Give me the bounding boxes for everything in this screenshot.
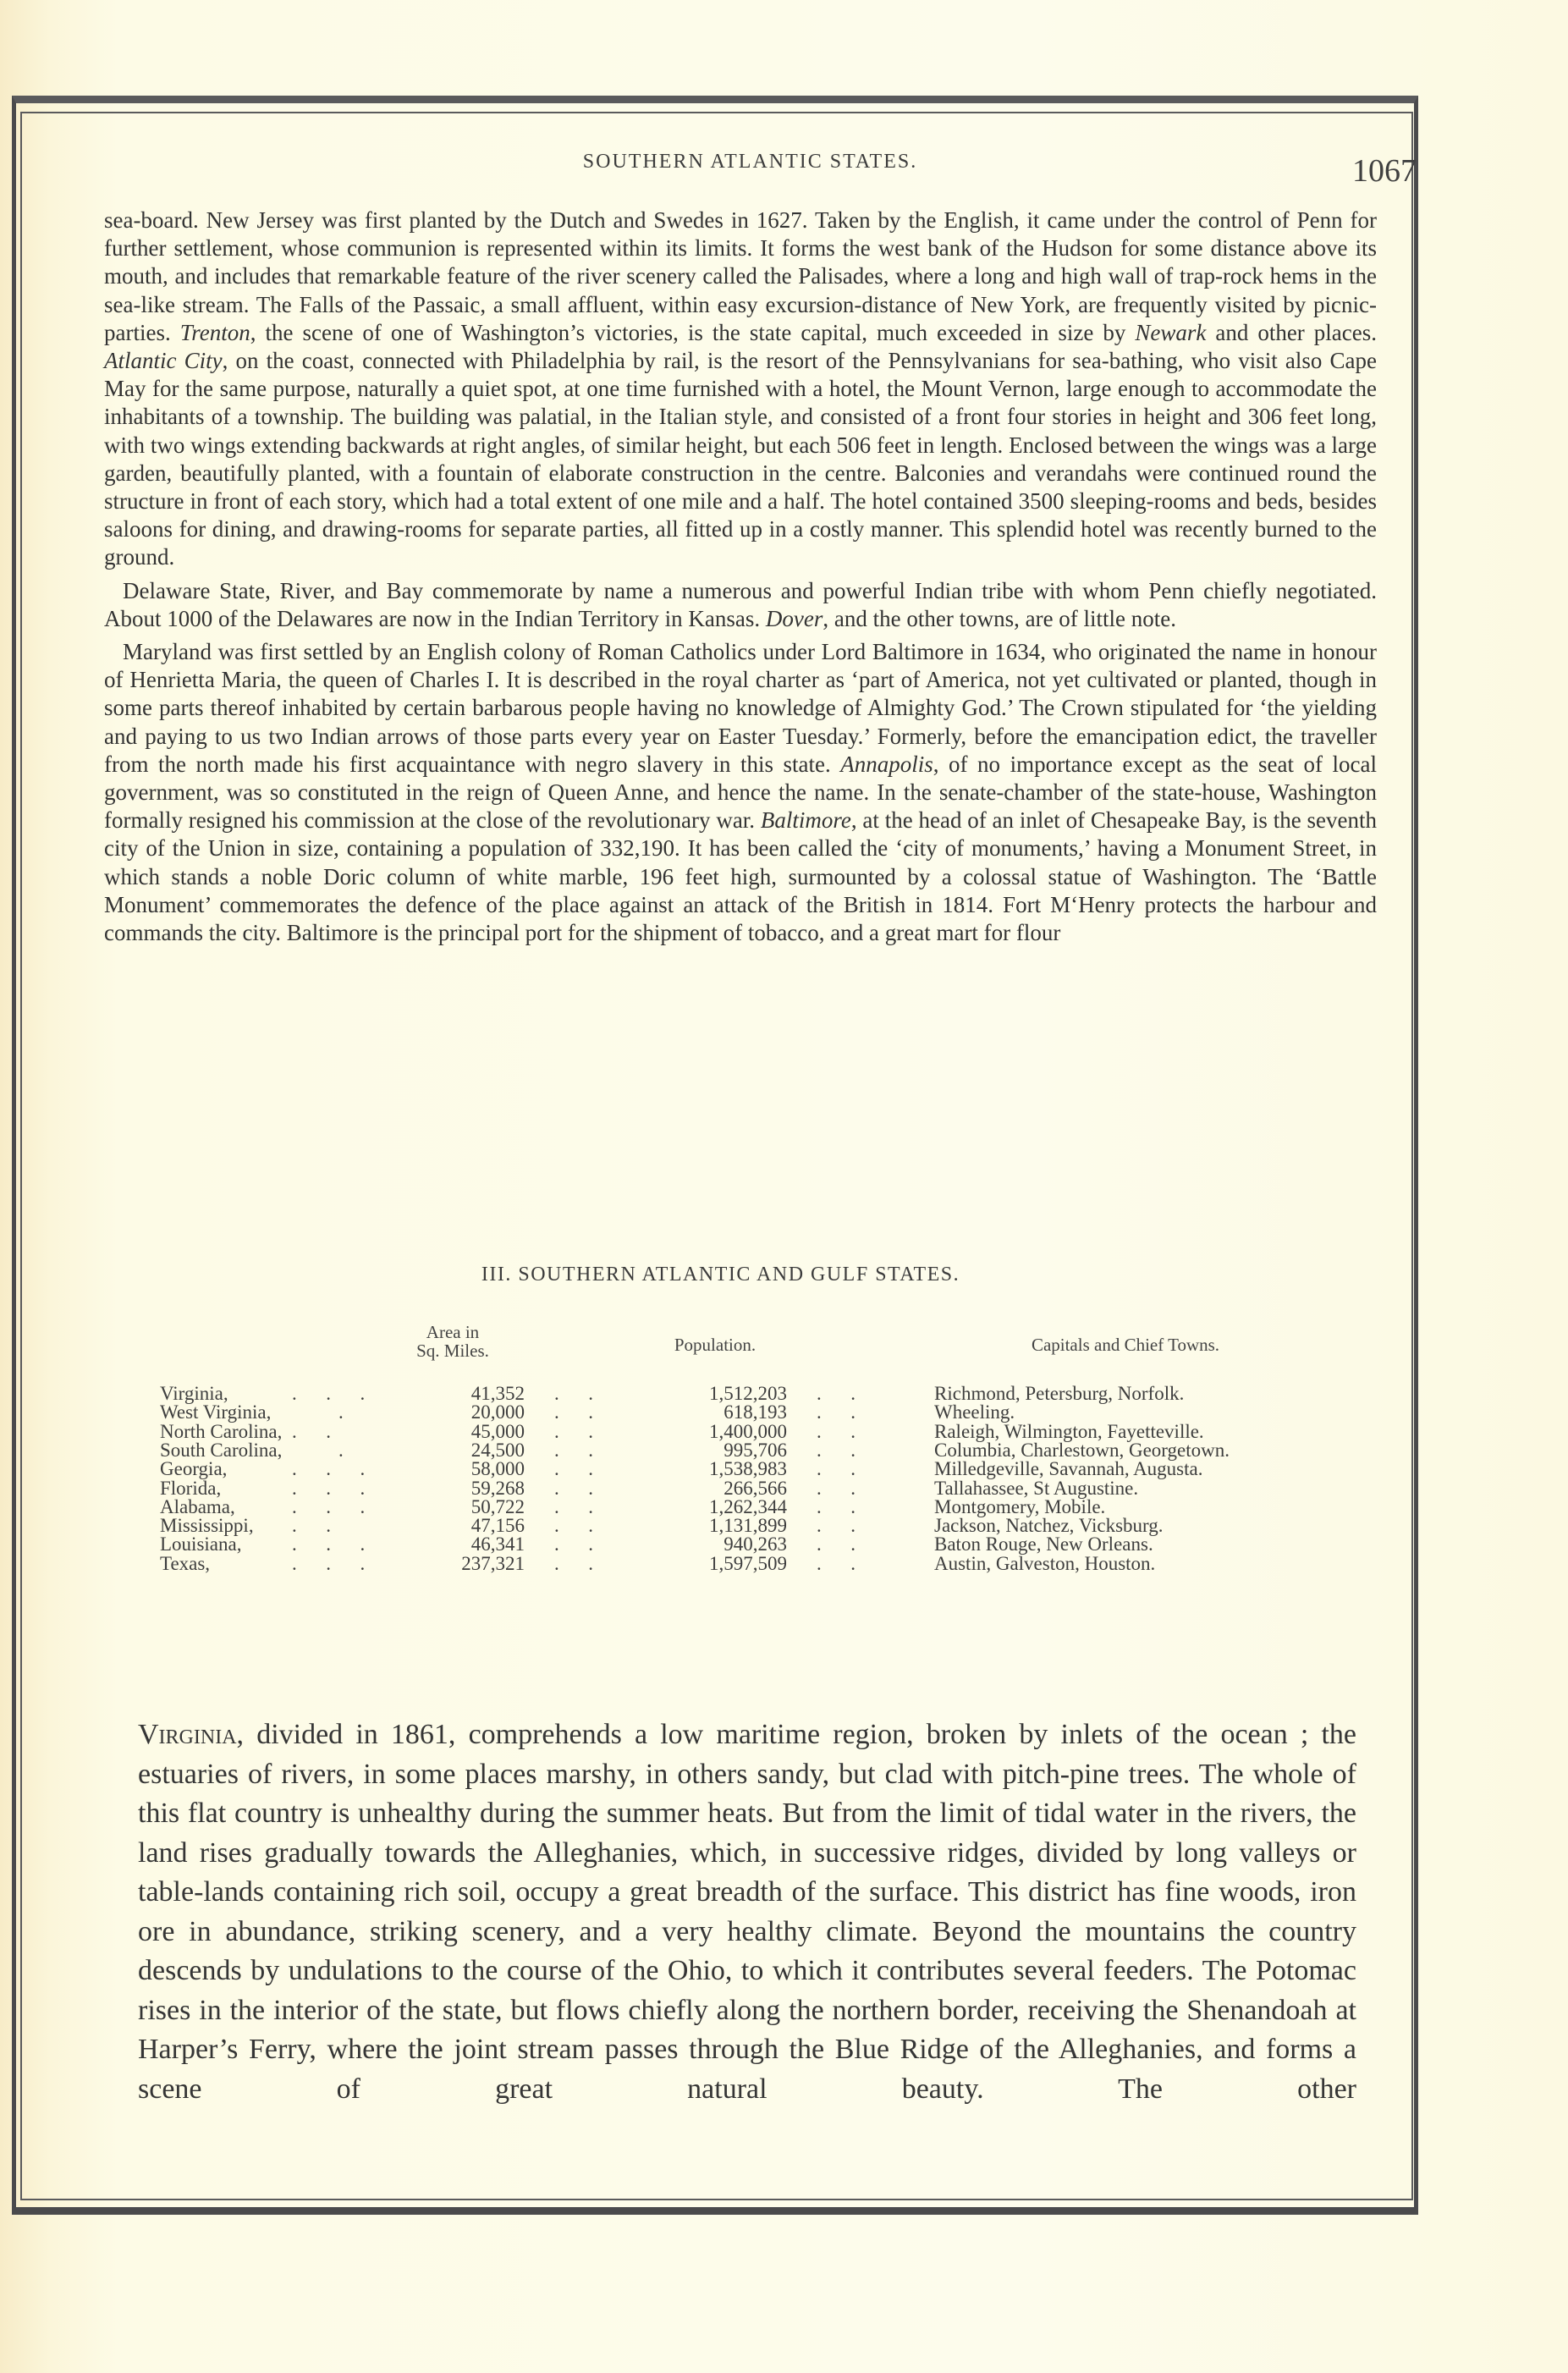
place-name: Dover <box>765 605 823 631</box>
place-name: Baltimore <box>760 807 851 834</box>
text-run: , of no importance except as the seat of local government, was so constituted in the reign of Queen Anne, and hence the name. In the senate-chamber of the state-house, Washington formally resigned his commission at the close of the revolutionary war. <box>104 751 1377 834</box>
area-cell: 24,500 <box>470 1439 525 1461</box>
leader-dots: . . <box>817 1477 856 1499</box>
leader-dots: . <box>338 1439 344 1461</box>
paragraph-delaware <box>104 577 1377 633</box>
place-name: Atlantic City <box>104 348 223 374</box>
leader-dots: . . <box>817 1533 856 1555</box>
column-header-capitals: Capitals and Chief Towns. <box>1031 1335 1220 1355</box>
leader-dots: . . <box>554 1420 593 1442</box>
leader-dots: . . <box>554 1383 593 1404</box>
population-cell: 1,400,000 <box>709 1420 787 1442</box>
leader-dots: . . <box>554 1439 593 1461</box>
capitals-cell: Montgomery, Mobile. <box>934 1495 1106 1517</box>
leader-dots: . . . <box>292 1552 366 1574</box>
capitals-cell: Austin, Galveston, Houston. <box>934 1552 1156 1574</box>
paragraph-new-jersey <box>104 206 1377 572</box>
capitals-cell: Tallahassee, St Augustine. <box>934 1477 1139 1499</box>
area-cell: 41,352 <box>470 1383 525 1404</box>
running-head: SOUTHERN ATLANTIC STATES. <box>582 151 918 173</box>
state-cell: Florida, <box>160 1477 222 1499</box>
table-row <box>0 1533 1568 1555</box>
capitals-cell: Baton Rouge, New Orleans. <box>934 1533 1153 1555</box>
leader-dots: . . <box>817 1495 856 1517</box>
leader-dots: . . <box>817 1420 856 1442</box>
virginia-section <box>138 1715 1356 2109</box>
leader-dots: . . <box>554 1401 593 1423</box>
leader-dots: . . <box>817 1401 856 1423</box>
leader-dots: . . <box>554 1458 593 1480</box>
text-run: , on the coast, connected with Philadelphia by rail, is the resort of the Pennsylvanians for sea-bathing, who visit also Cape May for the same purpose, naturally a quiet spot, at one time furnished with a hotel, the Mount Vernon, large enough to accommodate the inhabitants of a township. The building was palatial, in the Italian style, and consisted of a front four stories in height and 306 feet long, with two wings extending backwards at right angles, of similar height, but each 506 feet in length. Enclosed between the wings was a large garden, beautifully planted, with a fountain of elaborate construction in the centre. Balconies and verandahs were continued round the structure in front of each story, which had a total extent of one mile and a half. The hotel contained 3500 sleeping-rooms and beds, besides saloons for dining, and drawing-rooms for separate parties, all fitted up in a costly manner. This splendid hotel was recently burned to the ground. <box>104 348 1378 570</box>
capitals-cell: Richmond, Petersburg, Norfolk. <box>934 1383 1185 1404</box>
state-cell: South Carolina, <box>160 1439 283 1461</box>
table-row <box>0 1383 1568 1404</box>
leader-dots: . . <box>554 1477 593 1499</box>
population-cell: 1,262,344 <box>709 1495 787 1517</box>
text-run: Delaware State, River, and Bay commemorate by name a numerous and powerful Indian tribe with whom Penn chiefly negotiated. About 1000 of the Delawares are now in the Indian Territory in Kansas. <box>104 577 1377 631</box>
leader-dots: . . <box>817 1458 856 1480</box>
leader-dots: . . . <box>292 1533 366 1555</box>
text-run: and other places. <box>1206 319 1377 345</box>
population-cell: 1,131,899 <box>709 1515 787 1537</box>
table-row <box>0 1477 1568 1499</box>
column-header-area <box>398 1323 508 1360</box>
area-cell: 47,156 <box>470 1515 525 1537</box>
lead-word: Virginia <box>138 1719 237 1750</box>
state-cell: Georgia, <box>160 1458 228 1480</box>
place-name: Newark <box>1135 319 1207 345</box>
population-cell: 618,193 <box>723 1401 787 1423</box>
column-header-area-line2: Sq. Miles. <box>416 1341 489 1361</box>
state-cell: Texas, <box>160 1552 211 1574</box>
virginia-paragraph <box>138 1715 1356 2109</box>
virginia-text: , divided in 1861, comprehends a low maritime region, broken by inlets of the ocean ; the estuaries of rivers, in some places marshy, in others sandy, but clad with pitch-pine trees. The whole of this flat country is unhealthy during the summer heats. But from the limit of tidal water in the rivers, the land rises gradually towards the Alleghanies, which, in successive ridges, divided by long valleys or table-lands containing rich soil, occupy a great breadth of the surface. This district has fine woods, iron ore in abundance, striking scenery, and a very healthy climate. Beyond the mountains the country descends by undulations to the course of the Ohio, to which it contributes several feeders. The Potomac rises in the interior of the state, but flows chiefly along the northern border, receiving the Shenandoah at Harper’s Ferry, where the joint stream passes through the Blue Ridge of the Alleghanies, and forms a scene of great natural beauty. The other <box>138 1719 1356 2105</box>
population-cell: 1,597,509 <box>709 1552 787 1574</box>
area-cell: 45,000 <box>470 1420 525 1442</box>
population-cell: 1,538,983 <box>709 1458 787 1480</box>
text-run: sea-board. New Jersey was first planted by the Dutch and Swedes in 1627. Taken by the English, it came under the control of Penn for further settlement, whose communion is represented within its limits. It forms the west bank of the Hudson for some distance above its mouth, and includes that remarkable feature of the river scenery called the Palisades, where a long and high wall of trap-rock hems in the sea-like stream. The Falls of the Passaic, a small affluent, within easy excursion-distance of New York, are frequently visited by picnic-parties. <box>104 207 1377 345</box>
capitals-cell: Milledgeville, Savannah, Augusta. <box>934 1458 1203 1480</box>
leader-dots: . . . <box>292 1458 366 1480</box>
capitals-cell: Columbia, Charlestown, Georgetown. <box>934 1439 1230 1461</box>
table-row <box>0 1515 1568 1537</box>
population-cell: 995,706 <box>723 1439 787 1461</box>
leader-dots: . . <box>817 1552 856 1574</box>
leader-dots: . . <box>292 1420 331 1442</box>
leader-dots: . . <box>554 1552 593 1574</box>
state-cell: Virginia, <box>160 1383 228 1404</box>
leader-dots: . . <box>292 1515 331 1537</box>
leader-dots: . . . <box>292 1477 366 1499</box>
column-header-population: Population. <box>674 1335 756 1355</box>
capitals-cell: Jackson, Natchez, Vicksburg. <box>934 1515 1164 1537</box>
text-run: , and the other towns, are of little note. <box>823 605 1177 631</box>
page-number: 1067 <box>1352 153 1417 189</box>
place-name: Trenton <box>179 319 250 345</box>
state-cell: Mississippi, <box>160 1515 254 1537</box>
text-run: , at the head of an inlet of Chesapeake Bay, is the seventh city of the Union in size, containing a population of 332,190. It has been called the ‘city of monuments,’ having a Monument Street, in which stands a noble Doric column of white marble, 196 feet high, surmounted by a colossal statue of Washington. The ‘Battle Monument’ commemorates the defence of the place against an attack of the British in 1814. Fort M‘Henry protects the harbour and commands the city. Baltimore is the principal port for the shipment of tobacco, and a great mart for flour <box>104 807 1377 946</box>
area-cell: 59,268 <box>470 1477 525 1499</box>
leader-dots: . . <box>817 1439 856 1461</box>
leader-dots: . <box>338 1401 344 1423</box>
area-cell: 237,321 <box>461 1552 525 1574</box>
column-header-area-line1: Area in <box>426 1322 480 1342</box>
text-run: Maryland was first settled by an English colony of Roman Catholics under Lord Baltimore in 1634, who originated the name in honour of Henrietta Maria, the queen of Charles I. It is described in the royal charter as ‘part of America, not yet cultivated or planted, though in some parts thereof inhabited by certain barbarous people having no knowledge of Almighty God.’ The Crown stipulated for ‘the yielding and paying to us two Indian arrows of those parts every year on Easter Tuesday.’ Formerly, before the emancipation edict, the traveller from the north made his first acquaintance with negro slavery in this state. <box>104 639 1377 777</box>
leader-dots: . . . <box>292 1495 366 1517</box>
table-row <box>0 1496 1568 1515</box>
state-cell: West Virginia, <box>160 1401 272 1423</box>
table-row <box>0 1401 1568 1423</box>
table-row <box>0 1421 1568 1440</box>
leader-dots: . . <box>554 1495 593 1517</box>
leader-dots: . . <box>817 1515 856 1537</box>
leader-dots: . . <box>554 1515 593 1537</box>
population-cell: 940,263 <box>723 1533 787 1555</box>
state-cell: Louisiana, <box>160 1533 242 1555</box>
leader-dots: . . <box>817 1383 856 1404</box>
table-row <box>0 1553 1568 1572</box>
state-cell: Alabama, <box>160 1495 235 1517</box>
capitals-cell: Wheeling. <box>934 1401 1015 1423</box>
area-cell: 20,000 <box>470 1401 525 1423</box>
population-cell: 266,566 <box>723 1477 787 1499</box>
area-cell: 58,000 <box>470 1458 525 1480</box>
area-cell: 50,722 <box>470 1495 525 1517</box>
leader-dots: . . . <box>292 1383 366 1404</box>
paragraph-maryland <box>104 638 1377 947</box>
body-text <box>104 206 1377 947</box>
capitals-cell: Raleigh, Wilmington, Fayetteville. <box>934 1420 1204 1442</box>
table-row <box>0 1439 1568 1461</box>
table-title: III. SOUTHERN ATLANTIC AND GULF STATES. <box>481 1264 960 1286</box>
leader-dots: . . <box>554 1533 593 1555</box>
text-run: , the scene of one of Washington’s victories, is the state capital, much exceeded in size by <box>250 319 1136 345</box>
area-cell: 46,341 <box>470 1533 525 1555</box>
place-name: Annapolis <box>840 751 933 777</box>
population-cell: 1,512,203 <box>709 1383 787 1404</box>
state-cell: North Carolina, <box>160 1420 283 1442</box>
table-row <box>0 1458 1568 1480</box>
